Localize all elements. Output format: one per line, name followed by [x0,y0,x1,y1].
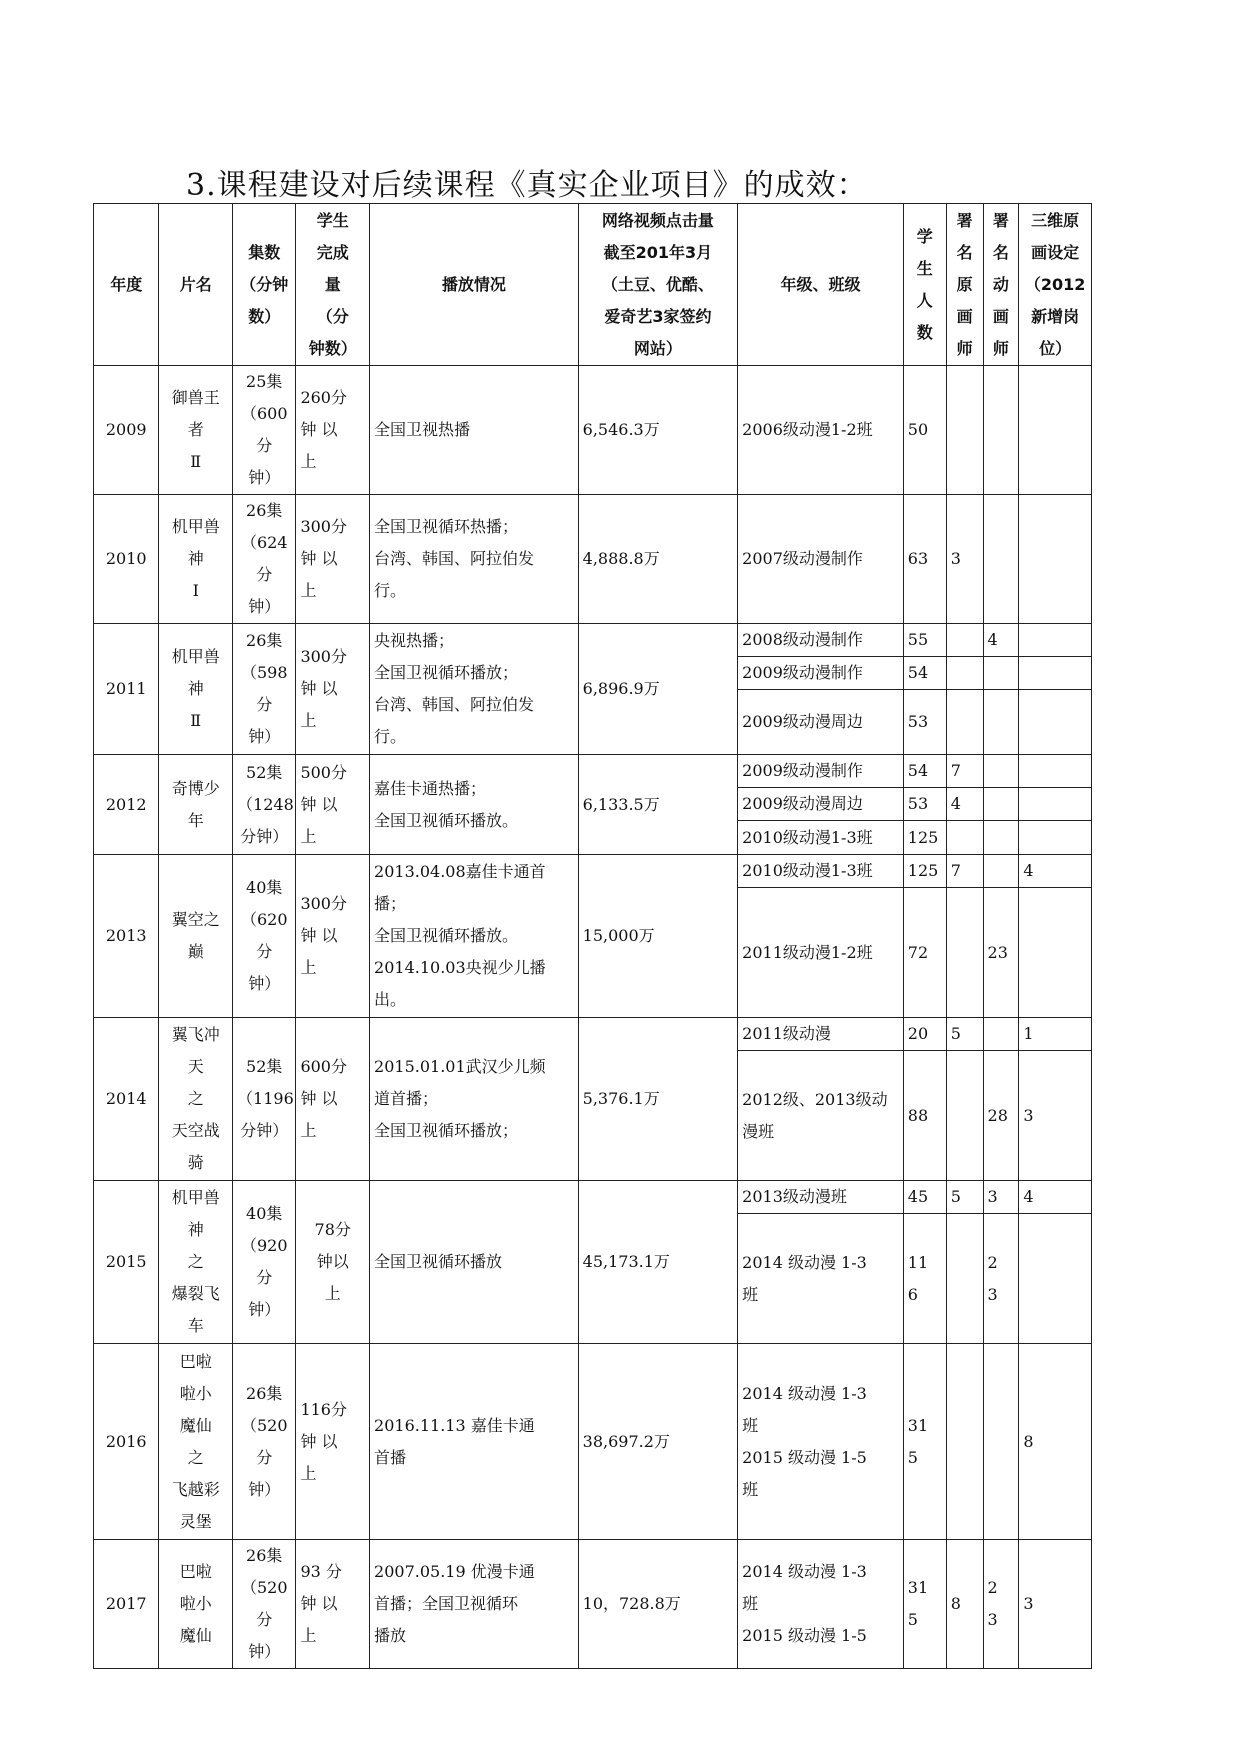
cell-year: 2015 [94,1181,159,1344]
cell-class: 2008级动漫制作 [738,624,904,657]
header-year: 年度 [94,204,159,366]
cell-3d [1019,690,1092,755]
header-students: 学 生 人 数 [903,204,946,366]
cell-3d: 4 [1019,855,1092,888]
cell-3d [1019,1214,1092,1344]
cell-key-artist [946,690,983,755]
table-row [94,1344,1092,1540]
cell-3d: 4 [1019,1181,1092,1214]
cell-episodes: 40集 （620分 钟） [233,855,296,1018]
cell-year: 2014 [94,1018,159,1181]
cell-output: 260分 钟 以 上 [296,366,370,495]
table-row [94,855,1092,888]
cell-students: 53 [903,690,946,755]
cell-year: 2016 [94,1344,159,1540]
cell-key-artist [946,1051,983,1181]
cell-class: 2011级动漫 [738,1018,904,1051]
cell-name: 机甲兽 神 Ⅱ [159,624,233,755]
cell-students: 20 [903,1018,946,1051]
cell-key-artist [946,366,983,495]
cell-animator: 23 [983,888,1019,1018]
cell-views: 6,546.3万 [578,366,738,495]
results-table [93,203,1092,1669]
cell-students: 125 [903,855,946,888]
cell-episodes: 26集 （520分 钟） [233,1540,296,1669]
cell-animator [983,1018,1019,1051]
table-row [94,366,1092,495]
cell-3d: 3 [1019,1051,1092,1181]
cell-output: 300分 钟 以 上 [296,855,370,1018]
cell-animator [983,690,1019,755]
cell-name: 翼飞冲 天 之 天空战 骑 [159,1018,233,1181]
header-student-output: 学生 完成 量 （分 钟数） [296,204,370,366]
cell-views: 45,173.1万 [578,1181,738,1344]
cell-animator: 2 3 [983,1540,1019,1669]
cell-class: 2006级动漫1-2班 [738,366,904,495]
cell-episodes: 26集 （520分 钟） [233,1344,296,1540]
cell-broadcast: 2015.01.01武汉少儿频 道首播； 全国卫视循环播放； [370,1018,579,1181]
cell-class: 2014 级动漫 1-3 班 2015 级动漫 1-5 [738,1540,904,1669]
cell-class: 2011级动漫1-2班 [738,888,904,1018]
cell-3d [1019,888,1092,1018]
cell-key-artist [946,821,983,855]
cell-students: 31 5 [903,1540,946,1669]
cell-animator [983,855,1019,888]
page-title: 3.课程建设对后续课程《真实企业项目》的成效： [186,168,868,203]
cell-class: 2009级动漫制作 [738,657,904,690]
cell-3d [1019,755,1092,788]
cell-name: 巴啦 啦小 魔仙 之 飞越彩 灵堡 [159,1344,233,1540]
cell-class: 2009级动漫周边 [738,788,904,821]
cell-animator [983,366,1019,495]
cell-class: 2012级、2013级动 漫班 [738,1051,904,1181]
cell-episodes: 52集 （1248 分钟） [233,755,296,855]
cell-class: 2014 级动漫 1-3 班 2015 级动漫 1-5 班 [738,1344,904,1540]
cell-3d [1019,821,1092,855]
header-animator: 署 名 动 画 师 [983,204,1019,366]
cell-views: 38,697.2万 [578,1344,738,1540]
cell-output: 78分 钟以 上 [296,1181,370,1344]
cell-3d: 3 [1019,1540,1092,1669]
cell-broadcast: 嘉佳卡通热播； 全国卫视循环播放。 [370,755,579,855]
cell-key-artist: 3 [946,495,983,624]
cell-students: 50 [903,366,946,495]
cell-key-artist [946,888,983,1018]
header-key-artist: 署 名 原 画 师 [946,204,983,366]
header-name: 片名 [159,204,233,366]
cell-views: 6,896.9万 [578,624,738,755]
cell-output: 93 分 钟 以 上 [296,1540,370,1669]
cell-class: 2007级动漫制作 [738,495,904,624]
cell-output: 500分 钟 以 上 [296,755,370,855]
cell-views: 4,888.8万 [578,495,738,624]
cell-broadcast: 2007.05.19 优漫卡通 首播；全国卫视循环 播放 [370,1540,579,1669]
cell-students: 53 [903,788,946,821]
cell-year: 2017 [94,1540,159,1669]
cell-class: 2014 级动漫 1-3 班 [738,1214,904,1344]
cell-key-artist: 7 [946,855,983,888]
cell-animator [983,1344,1019,1540]
table-row [94,1018,1092,1051]
cell-3d [1019,624,1092,657]
cell-students: 72 [903,888,946,1018]
cell-episodes: 25集 （600分 钟） [233,366,296,495]
cell-views: 15,000万 [578,855,738,1018]
cell-output: 600分 钟 以 上 [296,1018,370,1181]
cell-3d [1019,495,1092,624]
cell-name: 巴啦 啦小 魔仙 [159,1540,233,1669]
cell-year: 2011 [94,624,159,755]
cell-animator [983,821,1019,855]
table-row [94,755,1092,788]
cell-name: 奇博少 年 [159,755,233,855]
header-views: 网络视频点击量 截至201年3月 （土豆、优酷、 爱奇艺3家签约 网站） [578,204,738,366]
cell-animator: 3 [983,1181,1019,1214]
cell-year: 2009 [94,366,159,495]
header-episodes: 集数 （分钟 数） [233,204,296,366]
cell-students: 55 [903,624,946,657]
cell-key-artist: 5 [946,1018,983,1051]
header-class: 年级、班级 [738,204,904,366]
cell-key-artist: 5 [946,1181,983,1214]
cell-views: 5,376.1万 [578,1018,738,1181]
cell-year: 2012 [94,755,159,855]
cell-3d: 1 [1019,1018,1092,1051]
cell-key-artist: 8 [946,1540,983,1669]
cell-key-artist [946,657,983,690]
cell-name: 机甲兽 神 之 爆裂飞 车 [159,1181,233,1344]
cell-class: 2010级动漫1-3班 [738,821,904,855]
cell-class: 2009级动漫制作 [738,755,904,788]
cell-animator: 4 [983,624,1019,657]
cell-animator [983,657,1019,690]
cell-3d: 8 [1019,1344,1092,1540]
cell-students: 54 [903,755,946,788]
cell-broadcast: 全国卫视循环播放 [370,1181,579,1344]
cell-broadcast: 全国卫视循环热播； 台湾、韩国、阿拉伯发 行。 [370,495,579,624]
cell-broadcast: 全国卫视热播 [370,366,579,495]
cell-broadcast: 2013.04.08嘉佳卡通首 播； 全国卫视循环播放。 2014.10.03央视少儿播 出。 [370,855,579,1018]
cell-name: 翼空之 巅 [159,855,233,1018]
cell-episodes: 26集 （598分 钟） [233,624,296,755]
cell-class: 2010级动漫1-3班 [738,855,904,888]
cell-views: 10，728.8万 [578,1540,738,1669]
cell-animator [983,788,1019,821]
cell-year: 2010 [94,495,159,624]
cell-name: 御兽王 者 Ⅱ [159,366,233,495]
header-broadcast: 播放情况 [370,204,579,366]
cell-class: 2009级动漫周边 [738,690,904,755]
cell-students: 88 [903,1051,946,1181]
cell-3d [1019,788,1092,821]
header-row [94,204,1092,366]
cell-broadcast: 央视热播； 全国卫视循环播放； 台湾、韩国、阿拉伯发 行。 [370,624,579,755]
cell-key-artist: 4 [946,788,983,821]
table-row [94,1540,1092,1669]
cell-broadcast: 2016.11.13 嘉佳卡通 首播 [370,1344,579,1540]
cell-key-artist [946,624,983,657]
header-3d: 三维原 画设定 （2012 新增岗 位） [1019,204,1092,366]
cell-students: 45 [903,1181,946,1214]
cell-output: 300分 钟 以 上 [296,495,370,624]
table-row [94,495,1092,624]
cell-output: 300分 钟 以 上 [296,624,370,755]
cell-students: 63 [903,495,946,624]
cell-3d [1019,657,1092,690]
cell-animator [983,495,1019,624]
cell-output: 116分 钟 以 上 [296,1344,370,1540]
cell-students: 11 6 [903,1214,946,1344]
cell-name: 机甲兽 神 Ⅰ [159,495,233,624]
cell-views: 6,133.5万 [578,755,738,855]
cell-animator: 2 3 [983,1214,1019,1344]
cell-students: 125 [903,821,946,855]
cell-year: 2013 [94,855,159,1018]
cell-students: 54 [903,657,946,690]
cell-3d [1019,366,1092,495]
cell-class: 2013级动漫班 [738,1181,904,1214]
cell-animator: 28 [983,1051,1019,1181]
cell-animator [983,755,1019,788]
cell-key-artist [946,1344,983,1540]
cell-episodes: 40集 （920分 钟） [233,1181,296,1344]
cell-key-artist: 7 [946,755,983,788]
cell-students: 31 5 [903,1344,946,1540]
table-row [94,1181,1092,1214]
cell-key-artist [946,1214,983,1344]
table-row [94,624,1092,657]
cell-episodes: 26集 （624分 钟） [233,495,296,624]
cell-episodes: 52集 （1196 分钟） [233,1018,296,1181]
